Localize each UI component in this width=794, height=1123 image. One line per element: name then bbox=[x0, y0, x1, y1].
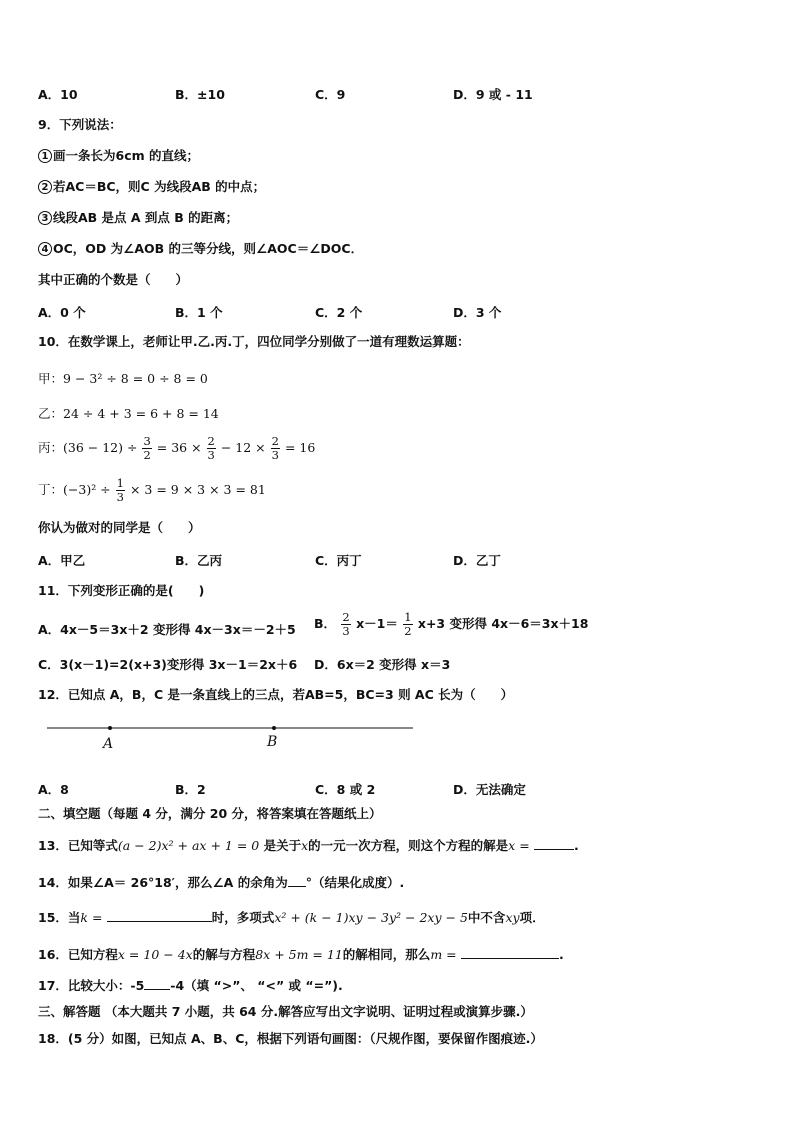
q15-line: 15．当k = 时，多项式x² + (k − 1)xy − 3y² − 2xy − 5中不含xy项． bbox=[38, 910, 545, 925]
q17-line: 17．比较大小：-5 -4（填 “>”、 “<” 或 “=”). bbox=[38, 978, 343, 993]
q10-ding-line: 丁：(−3)² ÷ $\frac{1}{3}$ × 3 = 9 × 3 × 3 = 81 bbox=[38, 476, 266, 504]
q8-option-b: B．±10 bbox=[175, 87, 225, 102]
q9-item-2: 2 若AC＝BC，则C 为线段AB 的中点； bbox=[38, 179, 265, 195]
answer-blank[interactable] bbox=[107, 909, 212, 922]
answer-blank[interactable] bbox=[144, 977, 170, 990]
section-3-heading: 三、解答题 （本大题共 7 小题，共 64 分.解答应写出文字说明、证明过程或演算步骤.） bbox=[38, 1004, 533, 1019]
section-2-heading: 二、填空题（每题 4 分，满分 20 分，将答案填在答题纸上） bbox=[38, 806, 382, 821]
answer-blank[interactable] bbox=[534, 837, 574, 850]
q9-item-3: 3 线段AB 是点 A 到点 B 的距离； bbox=[38, 210, 238, 226]
point-b-label: B bbox=[267, 734, 278, 750]
item-mark: 3 bbox=[38, 211, 52, 225]
q10-option-a: A．甲乙 bbox=[38, 553, 86, 568]
q10-jia-line: 甲：9 − 3² ÷ 8 = 0 ÷ 8 = 0 bbox=[38, 371, 208, 386]
point-b bbox=[272, 726, 276, 730]
q18-line: 18．(5 分）如图，已知点 A、B、C，根据下列语句画图：（尺规作图，要保留作图痕迹.） bbox=[38, 1031, 543, 1046]
q9-item-1: 1 画一条长为6cm 的直线； bbox=[38, 148, 199, 164]
q16-line: 16．已知方程x = 10 − 4x的解与方程8x + 5m = 11的解相同，那么m = . bbox=[38, 947, 564, 962]
q9-option-d: D．3 个 bbox=[453, 305, 502, 320]
answer-blank[interactable] bbox=[288, 874, 306, 887]
yi-expression: 24 ÷ 4 + 3 = 6 + 8 = 14 bbox=[63, 406, 219, 421]
fraction: $\frac{2}{3}$ bbox=[207, 434, 215, 462]
item-mark: 1 bbox=[38, 149, 52, 163]
fraction: $\frac{2}{3}$ bbox=[342, 610, 350, 638]
q11-option-b: B． $\frac{2}{3}$ x－1＝ $\frac{1}{2}$ x+3 变形得 4x－6＝3x＋18 bbox=[314, 610, 589, 638]
q8-option-a: A．10 bbox=[38, 87, 78, 102]
q12-option-b: B．2 bbox=[175, 782, 206, 797]
q9-option-b: B．1 个 bbox=[175, 305, 223, 320]
q14-line: 14．如果∠A＝ 26°18′，那么∠A 的余角为 °（结果化成度）. bbox=[38, 875, 405, 890]
item-mark: 2 bbox=[38, 180, 52, 194]
q13-equation: (a − 2)x² + ax + 1 = 0 bbox=[117, 838, 260, 853]
q11-option-d: D．6x＝2 变形得 x＝3 bbox=[314, 657, 451, 672]
jia-expression: 9 − 3² ÷ 8 = 0 ÷ 8 = 0 bbox=[63, 371, 208, 386]
q11-option-a: A．4x－5＝3x＋2 变形得 4x－3x＝－2＋5 bbox=[38, 622, 296, 637]
item-mark: 4 bbox=[38, 242, 52, 256]
fraction: $\frac{3}{2}$ bbox=[143, 434, 151, 462]
q11-option-c: C．3(x－1)=2(x+3)变形得 3x－1＝2x＋6 bbox=[38, 657, 298, 672]
q11-stem: 11．下列变形正确的是( ) bbox=[38, 583, 205, 598]
q15-polynomial: x² + (k − 1)xy − 3y² − 2xy − 5 bbox=[274, 910, 468, 925]
q8-option-d: D．9 或 - 11 bbox=[453, 87, 533, 102]
q10-question: 你认为做对的同学是（ ） bbox=[38, 520, 201, 535]
q9-question: 其中正确的个数是（ ） bbox=[38, 272, 189, 287]
fraction: $\frac{2}{3}$ bbox=[271, 434, 279, 462]
q10-stem: 10．在数学课上，老师让甲.乙.丙.丁，四位同学分别做了一道有理数运算题： bbox=[38, 334, 470, 349]
q10-bing-line: 丙：(36 − 12) ÷ $\frac{3}{2}$ = 36 × $\frac{2}{3}$ − 12 × $\frac{2}{3}$ = 16 bbox=[38, 434, 316, 462]
q8-option-c: C．9 bbox=[315, 87, 346, 102]
fraction: $\frac{1}{3}$ bbox=[116, 476, 124, 504]
q12-option-d: D．无法确定 bbox=[453, 782, 526, 797]
q12-stem: 12．已知点 A，B，C 是一条直线上的三点，若AB=5，BC=3 则 AC 长为（ ） bbox=[38, 687, 514, 702]
point-a bbox=[108, 726, 112, 730]
q9-option-a: A．0 个 bbox=[38, 305, 86, 320]
answer-blank[interactable] bbox=[461, 946, 559, 959]
q10-yi-line: 乙：24 ÷ 4 + 3 = 6 + 8 = 14 bbox=[38, 406, 219, 421]
q10-option-b: B．乙丙 bbox=[175, 553, 223, 568]
q13-line: 13．已知等式(a − 2)x² + ax + 1 = 0 是关于x的一元一次方程，则这个方程的解是x = . bbox=[38, 838, 579, 853]
q10-option-d: D．乙丁 bbox=[453, 553, 501, 568]
q9-item-4: 4 OC，OD 为∠AOB 的三等分线，则∠AOC＝∠DOC． bbox=[38, 241, 363, 257]
q9-option-c: C．2 个 bbox=[315, 305, 363, 320]
q9-stem: 9．下列说法： bbox=[38, 117, 122, 132]
q10-option-c: C．丙丁 bbox=[315, 553, 362, 568]
point-a-label: A bbox=[103, 736, 114, 752]
fraction: $\frac{1}{2}$ bbox=[404, 610, 412, 638]
q12-option-c: C．8 或 2 bbox=[315, 782, 376, 797]
q12-option-a: A．8 bbox=[38, 782, 69, 797]
q12-line-figure bbox=[45, 718, 425, 758]
